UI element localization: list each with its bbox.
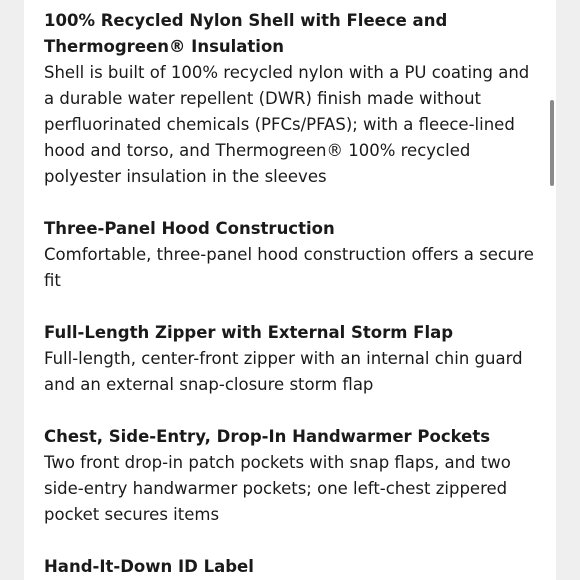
feature-title: Hand-It-Down ID Label <box>44 557 254 576</box>
feature-description: Comfortable, three-panel hood construction offers a secure fit <box>44 245 534 290</box>
feature-description: Two front drop-in patch pockets with snap flaps, and two side-entry handwarmer pockets; one left-chest zippered pocket secures items <box>44 453 511 524</box>
feature-description: Shell is built of 100% recycled nylon with a PU coating and a durable water repellent (DWR) finish made without perfluorinated chemicals (PFCs/PFAS); with a fleece-lined hood and torso, and Thermogreen® 100% recycled polyester insulation in the sleeves <box>44 63 530 186</box>
feature-title: Full-Length Zipper with External Storm Flap <box>44 323 454 342</box>
feature-item-id-label <box>44 554 534 580</box>
scrollbar-thumb[interactable] <box>550 100 554 186</box>
feature-title: Chest, Side-Entry, Drop-In Handwarmer Pockets <box>44 427 491 446</box>
feature-item-hood <box>44 216 534 294</box>
feature-item-recycled-shell <box>44 8 534 190</box>
product-details-panel[interactable] <box>24 0 556 580</box>
feature-list <box>44 8 534 580</box>
feature-item-pockets <box>44 424 534 528</box>
feature-title: Three-Panel Hood Construction <box>44 219 335 238</box>
feature-item-zipper <box>44 320 534 398</box>
feature-title: 100% Recycled Nylon Shell with Fleece and Thermogreen® Insulation <box>44 11 448 56</box>
feature-description: Full-length, center-front zipper with an internal chin guard and an external snap-closure storm flap <box>44 349 523 394</box>
